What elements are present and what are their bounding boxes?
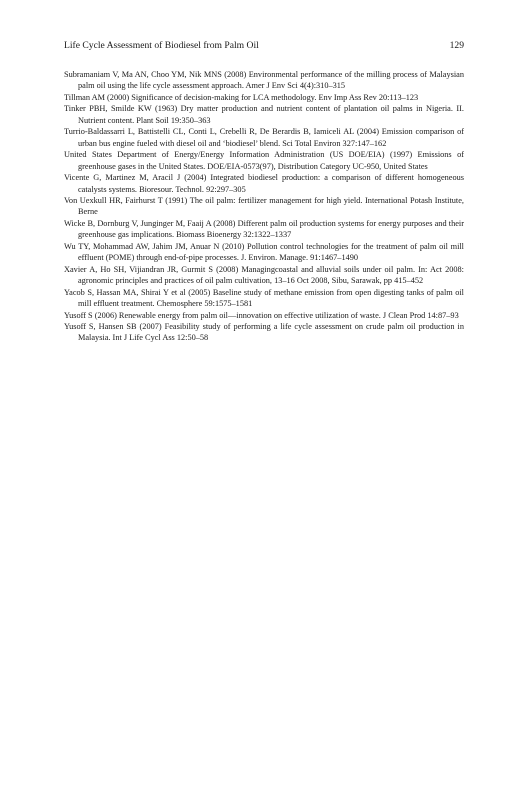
reference-item: Wicke B, Dornburg V, Junginger M, Faaij A (2008) Different palm oil production systems for energy purposes and their greenhouse gas implications. Biomass Bioenergy 32:1322–1337: [64, 218, 464, 240]
reference-item: Yusoff S, Hansen SB (2007) Feasibility study of performing a life cycle assessment on crude palm oil production in Malaysia. Int J Life Cycl Ass 12:50–58: [64, 321, 464, 343]
reference-item: Wu TY, Mohammad AW, Jahim JM, Anuar N (2010) Pollution control technologies for the treatment of palm oil mill effluent (POME) through end-of-pipe processes. J. Environ. Manage. 91:1467–1490: [64, 241, 464, 263]
reference-item: Turrio-Baldassarri L, Battistelli CL, Conti L, Crebelli R, De Berardis B, Iamiceli AL (2004) Emission comparison of urban bus engine fueled with diesel oil and ‘biodiesel’ blend. Sci Total Environ 327:147–162: [64, 127, 464, 148]
running-header: [64, 40, 464, 52]
reference-list: [64, 69, 464, 344]
reference-item: Tinker PBH, Smilde KW (1963) Dry matter production and nutrient content of plantation oil palms in Nigeria. II. Nutrient content. Plant Soil 19:350–363: [64, 104, 464, 125]
reference-item: Vicente G, Martinez M, Aracil J (2004) Integrated biodiesel production: a comparison of different homogeneous catalysts systems. Bioresour. Technol. 92:297–305: [64, 173, 464, 194]
reference-item: Subramaniam V, Ma AN, Choo YM, Nik MNS (2008) Environmental performance of the milling process of Malaysian palm oil using the life cycle assessment approach. Amer J Env Sci 4(4):310–315: [64, 70, 464, 91]
page-number: 129: [449, 40, 464, 51]
reference-item: Tillman AM (2000) Significance of decision-making for LCA methodology. Env Imp Ass Rev 20:113–123: [64, 92, 419, 102]
running-title: Life Cycle Assessment of Biodiesel from Palm Oil: [64, 40, 259, 51]
reference-item: Xavier A, Ho SH, Vijiandran JR, Gurmit S (2008) Managingcoastal and alluvial soils under oil palm. In: Act 2008: agronomic principles and practices of oil palm cultivation, 13–16 Oct 2008, Sibu, Sarawak, pp 415–452: [64, 264, 464, 286]
reference-item: Yusoff S (2006) Renewable energy from palm oil—innovation on effective utilization of waste. J Clean Prod 14:87–93: [64, 310, 459, 320]
reference-item: United States Department of Energy/Energy Information Administration (US DOE/EIA) (1997) Emissions of greenhouse gases in the United States. DOE/EIA-0573(97), Distribution Category UC-950, United States: [64, 150, 464, 171]
reference-item: Yacob S, Hassan MA, Shirai Y et al (2005) Baseline study of methane emission from open digesting tanks of palm oil mill effluent treatment. Chemosphere 59:1575–1581: [64, 287, 464, 309]
reference-item: Von Uexkull HR, Fairhurst T (1991) The oil palm: fertilizer management for high yield. International Potash Institute, Berne: [64, 195, 464, 217]
book-page: [64, 40, 464, 344]
